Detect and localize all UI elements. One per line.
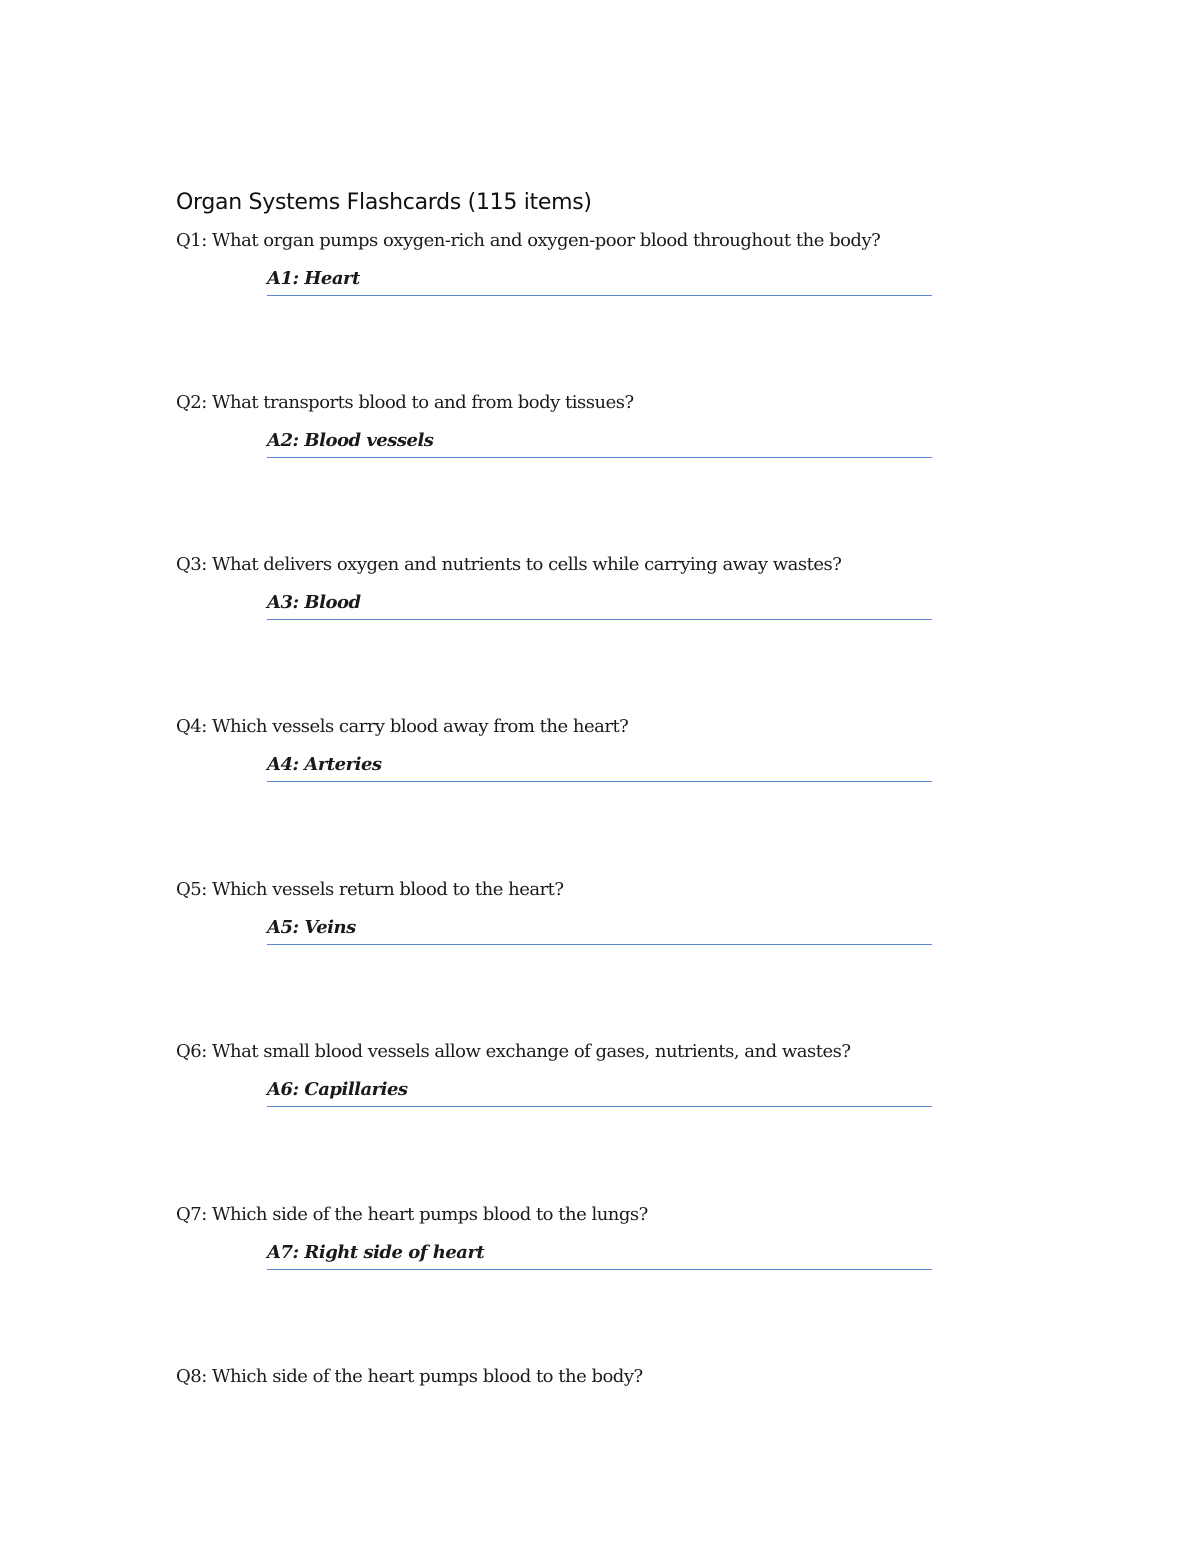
- answer-text: A1: Heart: [267, 268, 360, 289]
- question-text: Q5: Which vessels return blood to the heart?: [176, 879, 564, 900]
- flashcard-7: [0, 1204, 1200, 1354]
- question-text: Q4: Which vessels carry blood away from the heart?: [176, 716, 629, 737]
- flashcard-2: [0, 392, 1200, 542]
- answer-text: A7: Right side of heart: [267, 1242, 485, 1263]
- question-text: Q8: Which side of the heart pumps blood to the body?: [176, 1366, 643, 1387]
- answer-text: A5: Veins: [267, 917, 356, 938]
- flashcard-3: [0, 554, 1200, 704]
- question-text: Q6: What small blood vessels allow exchange of gases, nutrients, and wastes?: [176, 1041, 851, 1062]
- answer-text: A6: Capillaries: [267, 1079, 408, 1100]
- answer-text: A2: Blood vessels: [267, 430, 434, 451]
- answer-line: [267, 754, 932, 782]
- answer-line: [267, 430, 932, 458]
- flashcard-5: [0, 879, 1200, 1029]
- answer-text: A3: Blood: [267, 592, 361, 613]
- flashcard-8: [0, 1366, 1200, 1516]
- answer-line: [267, 1242, 932, 1270]
- question-text: Q2: What transports blood to and from body tissues?: [176, 392, 634, 413]
- answer-line: [267, 592, 932, 620]
- flashcard-4: [0, 716, 1200, 866]
- document-title: Organ Systems Flashcards (115 items): [176, 190, 592, 215]
- answer-text: A4: Arteries: [267, 754, 382, 775]
- flashcard-1: [0, 230, 1200, 380]
- question-text: Q1: What organ pumps oxygen-rich and oxygen-poor blood throughout the body?: [176, 230, 881, 251]
- answer-line: [267, 917, 932, 945]
- answer-line: [267, 1079, 932, 1107]
- flashcard-6: [0, 1041, 1200, 1191]
- answer-line: [267, 268, 932, 296]
- question-text: Q3: What delivers oxygen and nutrients to cells while carrying away wastes?: [176, 554, 842, 575]
- question-text: Q7: Which side of the heart pumps blood to the lungs?: [176, 1204, 648, 1225]
